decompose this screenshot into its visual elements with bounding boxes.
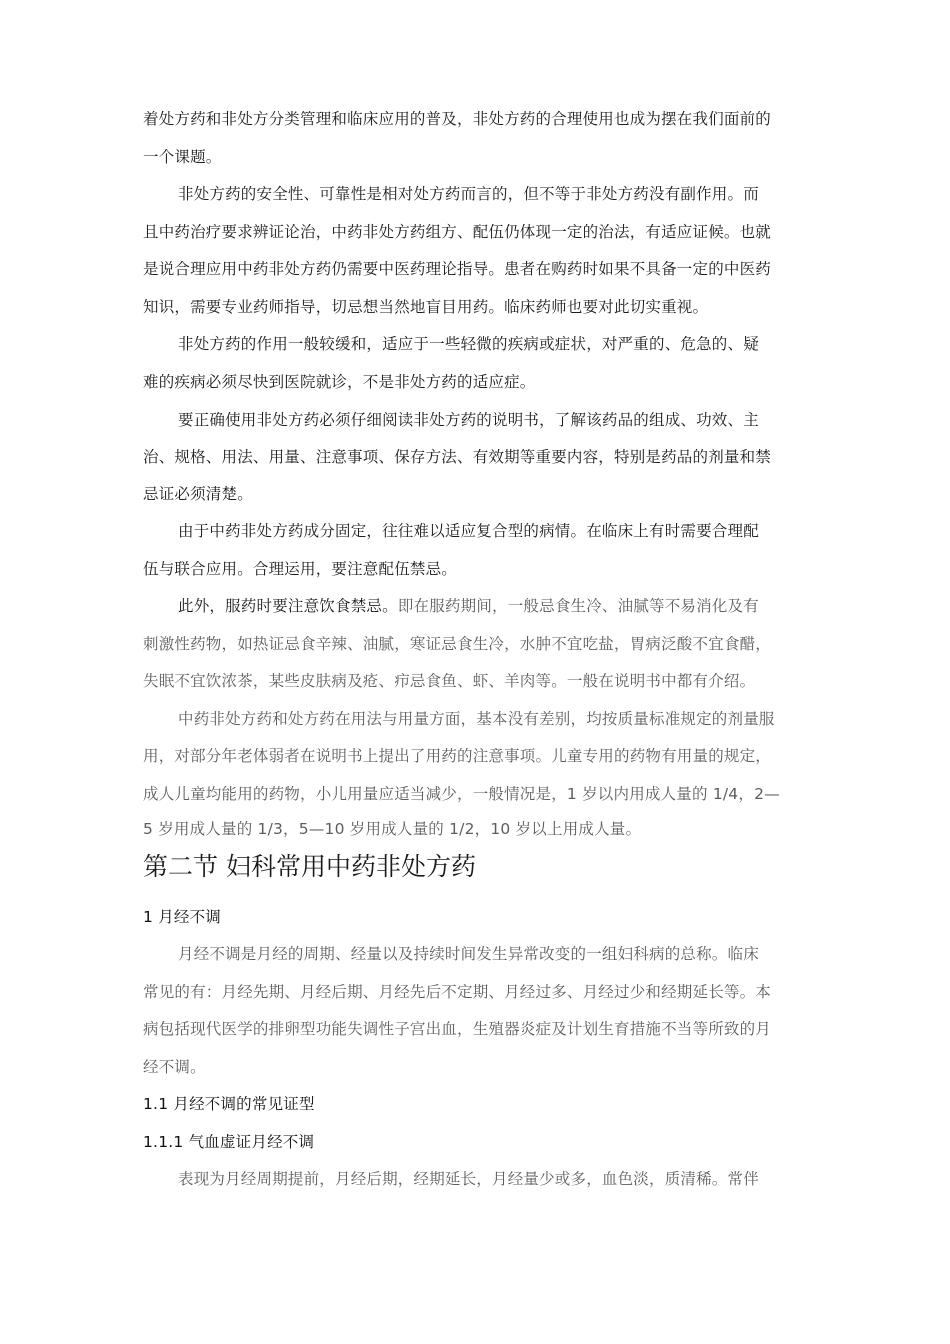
- text-line: 成人儿童均能用的药物，小儿用量应适当减少，一般情况是，1 岁以内用成人量的 1/4，2—: [143, 785, 780, 803]
- text-line: 刺激性药物，如热证忌食辛辣、油腻，寒证忌食生冷，水肿不宜吃盐，胃病泛酸不宜食醋，: [143, 635, 772, 653]
- text-line: 着处方药和非处方分类管理和临床应用的普及，非处方药的合理使用也成为摆在我们面前的: [143, 110, 772, 128]
- text-line: 非处方药的安全性、可靠性是相对处方药而言的，但不等于非处方药没有副作用。而: [178, 185, 759, 203]
- text-line: 月经不调是月经的周期、经量以及持续时间发生异常改变的一组妇科病的总称。临床: [178, 945, 759, 963]
- text-line: 非处方药的作用一般较缓和，适应于一些轻微的疾病或症状，对严重的、危急的、疑: [178, 335, 759, 353]
- text-line: 表现为月经周期提前，月经后期，经期延长，月经量少或多，血色淡，质清稀。常伴: [178, 1170, 759, 1188]
- text-line: 知识，需要专业药师指导，切忌想当然地盲目用药。临床药师也要对此切实重视。: [143, 298, 709, 316]
- text-line: 失眠不宜饮浓茶，某些皮肤病及疮、疖忌食鱼、虾、羊肉等。一般在说明书中都有介绍。: [143, 672, 756, 690]
- text-line: 病包括现代医学的排卵型功能失调性子宫出血，生殖器炎症及计划生育措施不当等所致的月: [143, 1020, 772, 1038]
- subsection-heading: 1.1.1 气血虚证月经不调: [143, 1133, 315, 1151]
- text-line: 是说合理应用中药非处方药仍需要中医药理论指导。患者在购药时如果不具备一定的中医药: [143, 260, 772, 278]
- text-line: 经不调。: [143, 1058, 206, 1076]
- text-line: 一个课题。: [143, 148, 222, 166]
- text-line: 由于中药非处方药成分固定，往往难以适应复合型的病情。在临床上有时需要合理配: [178, 522, 759, 540]
- text-line: 忌证必须清楚。: [143, 485, 253, 503]
- text-line: 且中药治疗要求辨证论治，中药非处方药组方、配伍仍体现一定的治法，有适应证候。也就: [143, 223, 772, 241]
- section-heading: 第二节 妇科常用中药非处方药: [143, 852, 476, 881]
- text-line: 难的疾病必须尽快到医院就诊，不是非处方药的适应症。: [143, 373, 536, 391]
- text-span: 此外，服药时要注意饮食禁忌。: [178, 597, 398, 615]
- text-line: 中药非处方药和处方药在用法与用量方面，基本没有差别，均按质量标准规定的剂量服: [178, 710, 775, 728]
- subsection-heading: 1 月经不调: [143, 908, 221, 926]
- text-line: 伍与联合应用。合理运用，要注意配伍禁忌。: [143, 560, 458, 578]
- text-line: 用，对部分年老体弱者在说明书上提出了用药的注意事项。儿童专用的药物有用量的规定，: [143, 747, 772, 765]
- text-line: 常见的有：月经先期、月经后期、月经先后不定期、月经过多、月经过少和经期延长等。本: [143, 983, 772, 1001]
- text-line: [178, 595, 823, 617]
- text-line: 5 岁用成人量的 1/3，5—10 岁用成人量的 1/2，10 岁以上用成人量。: [143, 820, 642, 838]
- text-line: 要正确使用非处方药必须仔细阅读非处方药的说明书，了解该药品的组成、功效、主: [178, 411, 759, 429]
- subsection-heading: 1.1 月经不调的常见证型: [143, 1095, 315, 1113]
- text-line: 治、规格、用法、用量、注意事项、保存方法、有效期等重要内容，特别是药品的剂量和禁: [143, 448, 772, 466]
- text-span: 即在服药期间，一般忌食生冷、油腻等不易消化及有: [397, 597, 759, 615]
